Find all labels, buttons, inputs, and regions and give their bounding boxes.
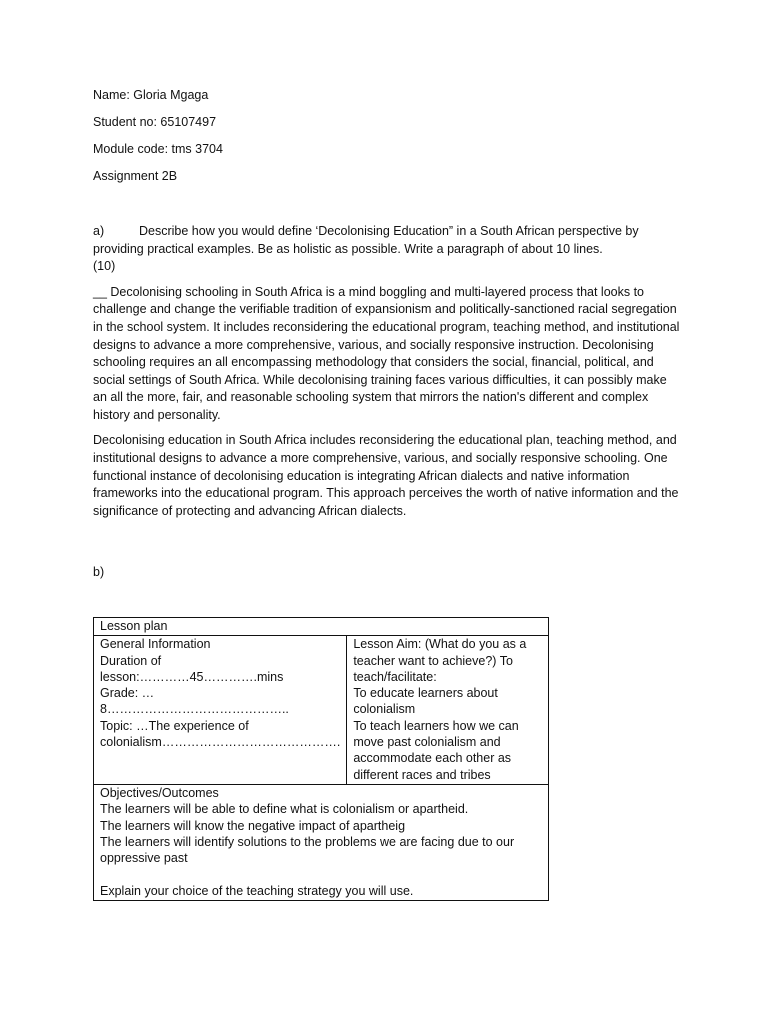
objective-item-3: The learners will identify solutions to the problems we are facing due to our oppressive past: [100, 834, 515, 866]
grade-line: Grade: …8……………………………………..: [100, 686, 289, 717]
question-a-text: Describe how you would define ‘Decolonising Education” in a South African perspective by providing practical examples. Be as holistic as possible. Write a paragraph of about 10 lines.: [93, 223, 639, 256]
question-a-label: a): [93, 223, 105, 238]
answer-a-paragraph-1: __ Decolonising schooling in South Africa is a mind boggling and multi-layered process that looks to challenge and change the verifiable tradition of expansionism and politically-sanctioned racial segregation in the school system. It includes reconsidering the educational program, teaching method, and institutional designs to advance a more comprehensive, various, and socially responsive instruction. Decolonising schooling requires an all encompassing methodology that considers the social, financial, political, and social settings of South Africa. While decolonising training faces various difficulties, it can possibly make an all the more, fair, and reasonable schooling system that mirrors the nation's different and complex history and personality.: [93, 284, 680, 422]
lesson-plan-info-row: [94, 636, 549, 785]
lesson-aim-line-8: accommodate each other as: [353, 751, 512, 766]
lesson-plan-title: Lesson plan: [94, 618, 549, 636]
objectives-blank-line: [100, 866, 542, 882]
question-a: [93, 223, 683, 258]
assignment-title: Assignment 2B: [93, 168, 178, 183]
lesson-aim-line-6: To teach learners how we can: [353, 718, 519, 733]
lesson-aim-line-1: Lesson Aim: (What do you as a: [353, 637, 527, 652]
lesson-aim-line-2: teacher want to achieve?) To: [353, 653, 513, 668]
question-a-marks: (10): [93, 259, 116, 274]
teaching-strategy-prompt: Explain your choice of the teaching strategy you will use.: [100, 883, 414, 898]
objectives-cell: [94, 784, 549, 900]
student-name: Name: Gloria Mgaga: [93, 88, 209, 102]
topic-line-2: colonialism…………………………………….: [100, 735, 341, 750]
lesson-aim-line-7: move past colonialism and: [353, 735, 501, 750]
objective-item-1: The learners will be able to define what is colonialism or apartheid.: [100, 802, 469, 817]
module-code: Module code: tms 3704: [93, 141, 223, 156]
lesson-aim-line-4: To educate learners about: [353, 686, 498, 701]
lesson-plan-objectives-row: [94, 784, 549, 900]
objective-item-2: The learners will know the negative impact of apartheig: [100, 818, 406, 833]
question-b-label: b): [93, 565, 105, 580]
student-number: Student no: 65107497: [93, 114, 217, 129]
general-information-cell: [94, 636, 347, 785]
document-page: [93, 87, 683, 898]
lesson-plan-table: [93, 617, 549, 901]
general-information-heading: General Information: [100, 637, 211, 652]
topic-line-1: Topic: …The experience of: [100, 718, 249, 733]
lesson-aim-cell: [347, 636, 549, 785]
lesson-aim-line-9: different races and tribes: [353, 767, 491, 782]
objectives-heading: Objectives/Outcomes: [100, 785, 219, 800]
lesson-aim-line-5: colonialism: [353, 702, 416, 717]
lesson-aim-line-3: teach/facilitate:: [353, 669, 437, 684]
answer-a-paragraph-2: Decolonising education in South Africa includes reconsidering the educational plan, teaching method, and institutional designs to advance a more comprehensive, various, and socially responsive schooling. One functional instance of decolonising education is integrating African dialects and native information frameworks into the educational program. This approach perceives the worth of native information and the significance of protecting and advancing African dialects.: [93, 433, 679, 518]
duration-line-2: lesson:…………45………….mins: [100, 669, 284, 684]
lesson-plan-title-row: [94, 618, 549, 636]
duration-line-1: Duration of: [100, 653, 162, 668]
